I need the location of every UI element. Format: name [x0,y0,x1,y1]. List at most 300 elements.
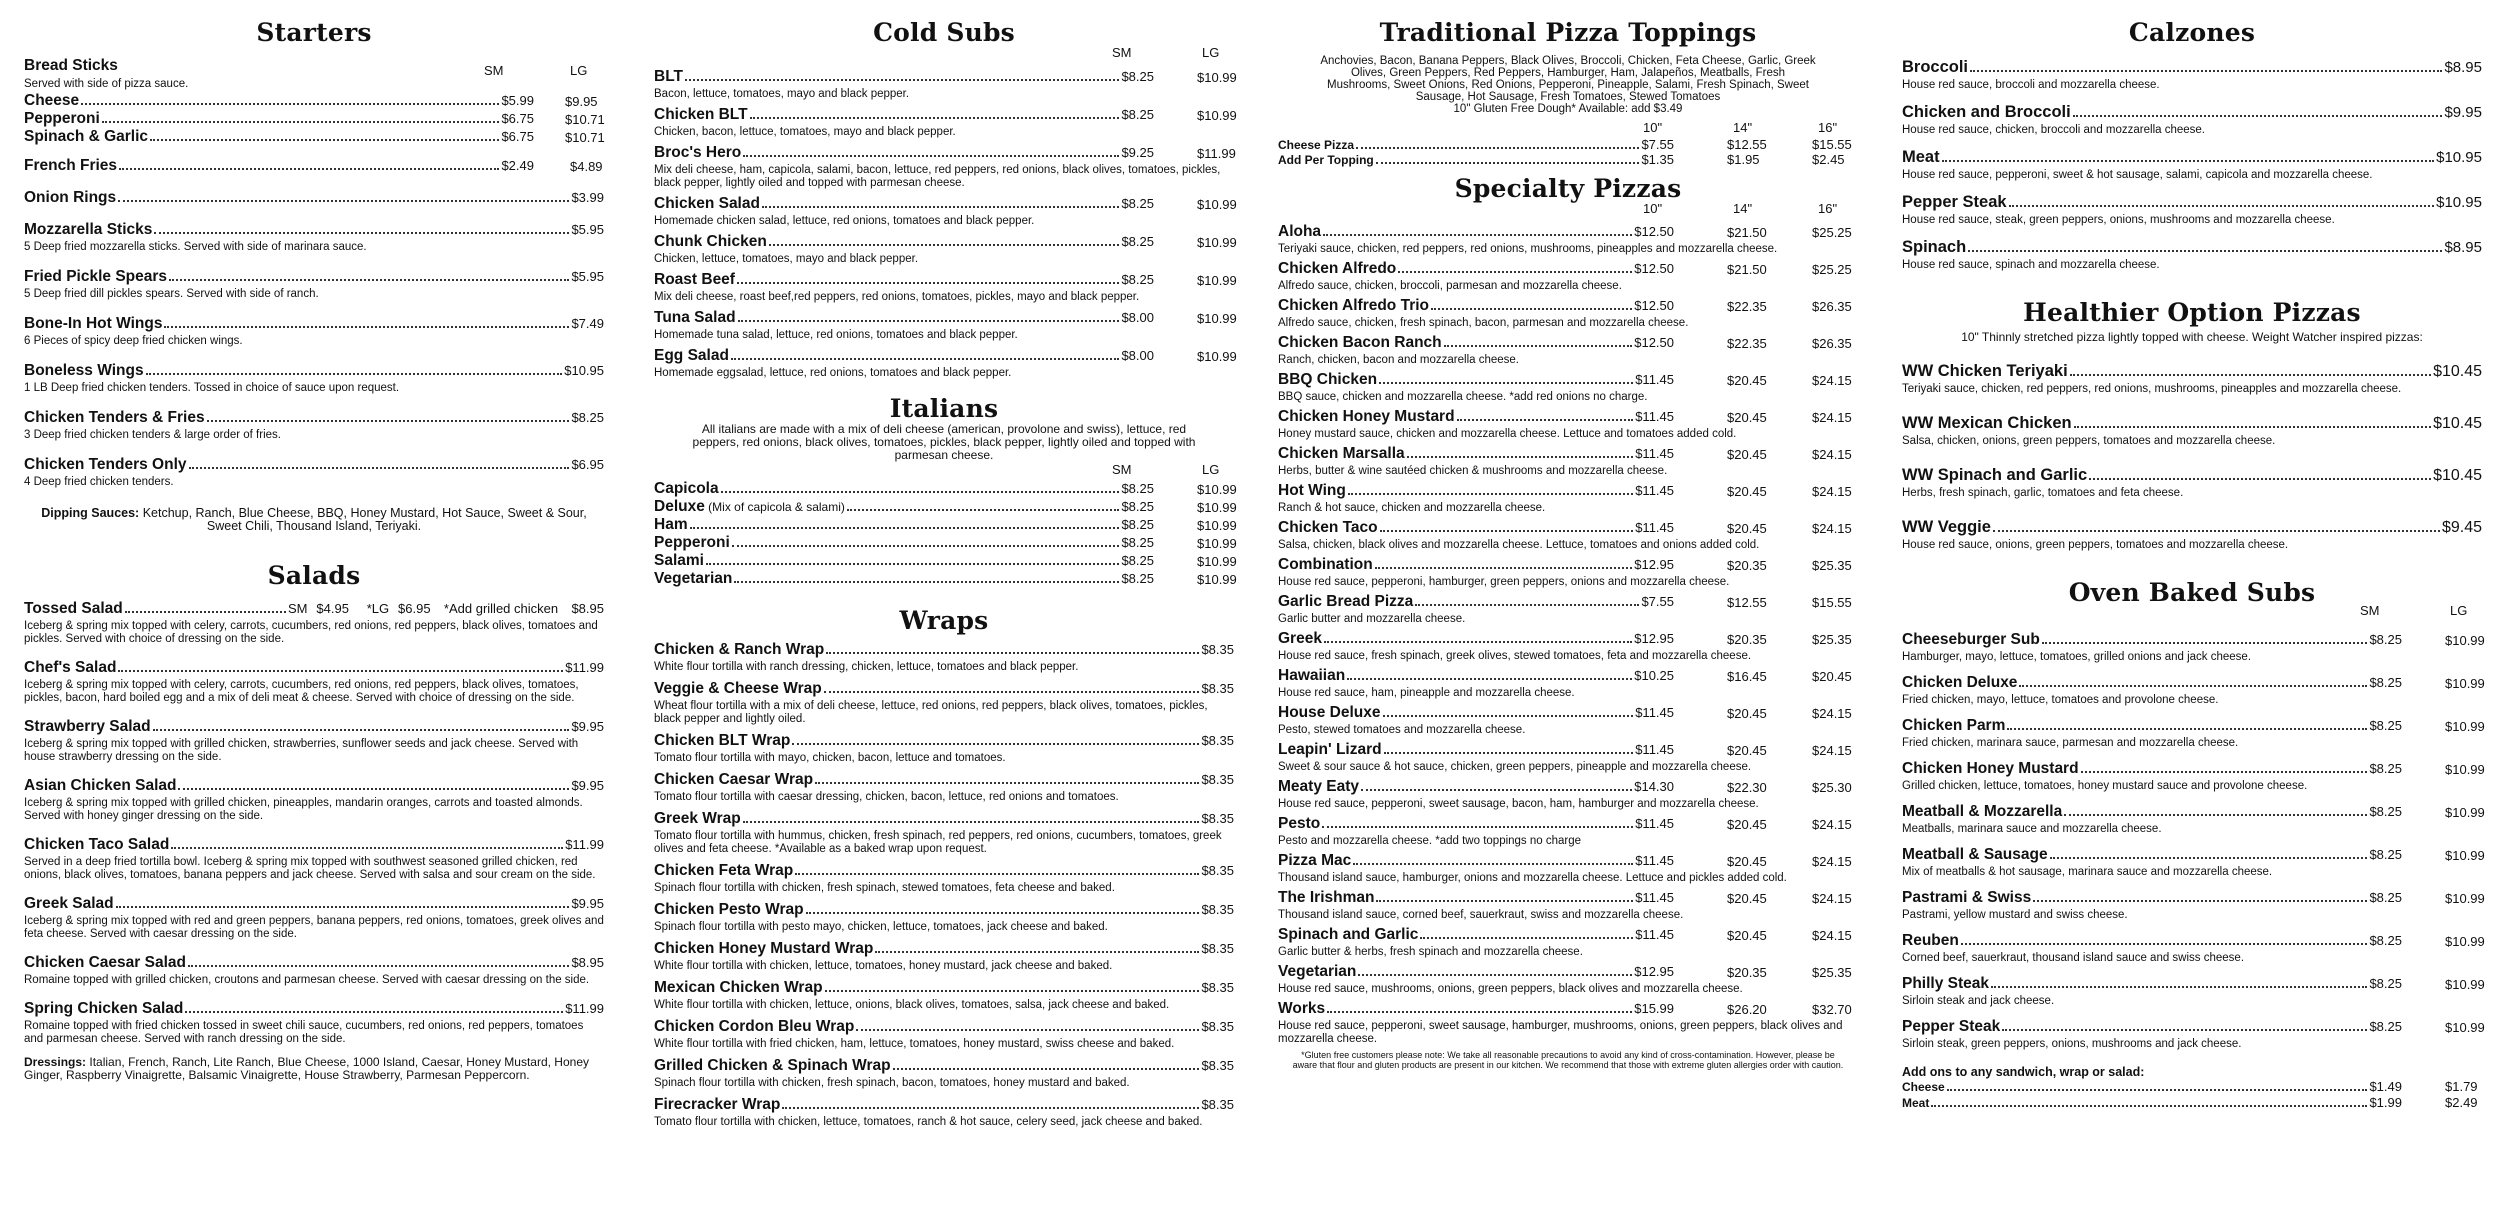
bread-sticks-name: Bread Sticks [24,57,118,74]
price-16: $25.25 [1812,262,1852,277]
menu-item [1278,223,1858,256]
price-sm: $6.75 [501,129,534,144]
menu-item-row [1278,889,1674,907]
item-description: Tomato flour tortilla with caesar dressing, chicken, bacon, lettuce, red onions and tomatoes. [654,791,1119,803]
item-name: Mexican Chicken Wrap [654,979,823,996]
menu-item [24,954,604,987]
menu-item [654,641,1234,674]
dot-leader [1942,160,2435,162]
specialty-title: Specialty Pizzas [1454,174,1682,203]
menu-item [654,144,1234,190]
menu-item [1278,1000,1858,1046]
item-name: Spinach & Garlic [24,128,149,145]
cold-subs-title: Cold Subs [873,18,1015,47]
item-description: Pesto, stewed tomatoes and mozzarella cheese. [1278,724,1526,736]
dot-leader [825,990,1200,992]
menu-item [1902,803,2485,836]
item-name: Chicken Honey Mustard [1278,408,1455,425]
price-sm: $1.99 [2369,1095,2402,1110]
size-10: 10" [1643,201,1663,216]
menu-item [24,777,604,823]
menu-item-row [24,456,604,474]
price-10: $11.45 [1635,409,1674,424]
menu-item [24,836,604,882]
item-description: BBQ sauce, chicken and mozzarella cheese. *add red onions no charge. [1278,391,1648,403]
menu-item-row [1278,519,1674,537]
menu-item-row [24,315,604,333]
menu-item-row [1278,630,1674,648]
price-lg: $10.99 [1197,235,1237,250]
item-price: $8.35 [1201,772,1234,787]
item-description: Romaine topped with grilled chicken, croutons and parmesan cheese. Served with caesar dressing on the side. [24,974,590,986]
menu-item-row [1902,193,2482,212]
item-description: House red sauce, steak, green peppers, onions, mushrooms and mozzarella cheese. [1902,214,2335,226]
price-10: $11.45 [1635,927,1674,942]
price-lg: $10.99 [1197,536,1237,551]
price-10: $10.25 [1634,668,1674,683]
menu-item [1902,674,2485,707]
menu-item-row [1278,1000,1674,1018]
dot-leader [1993,530,2440,532]
price-lg: $2.49 [2445,1095,2478,1110]
menu-item [1278,889,1858,922]
menu-item-row [24,128,534,146]
item-description: 5 Deep fried dill pickles spears. Served with side of ranch. [24,288,319,300]
price-14: $22.35 [1727,299,1767,314]
price-16: $25.30 [1812,780,1852,795]
price-16: $32.70 [1812,1002,1852,1017]
dot-leader [1444,345,1633,347]
item-description: Tomato flour tortilla with mayo, chicken, bacon, lettuce and tomatoes. [654,752,1006,764]
item-name: Chicken Tenders Only [24,456,187,473]
dot-leader [782,1107,1199,1109]
menu-item-row [24,718,604,736]
item-price: $8.25 [571,410,604,425]
dot-leader [1361,789,1632,791]
menu-item [1902,238,2482,272]
menu-item-row [654,862,1234,880]
item-price: $11.99 [565,837,604,852]
item-description: 1 LB Deep fried chicken tenders. Tossed in choice of sauce upon request. [24,382,400,394]
menu-item-row [654,1018,1234,1036]
dot-leader [1379,382,1633,384]
menu-item [24,268,604,301]
price-sm: $8.25 [1121,107,1154,122]
wraps-title: Wraps [899,606,989,635]
menu-item-row [1902,803,2402,821]
item-name: Asian Chicken Salad [24,777,177,794]
price-16: $15.55 [1812,595,1852,610]
menu-item-row [654,144,1154,162]
price-14: $20.35 [1727,558,1767,573]
dot-leader [732,545,1120,547]
bread-sticks-desc: Served with side of pizza sauce. [24,78,189,90]
item-description: Chicken, lettuce, tomatoes, mayo and black pepper. [654,253,919,265]
price-10: $12.50 [1634,298,1674,313]
dot-leader [1327,1011,1632,1013]
menu-item [654,516,1237,534]
menu-item-row [1278,334,1674,352]
bread-stick-row [24,92,604,110]
item-description: House red sauce, broccoli and mozzarella cheese. [1902,79,2160,91]
dot-leader [1431,308,1632,310]
dot-leader [1970,70,2442,72]
item-description: House red sauce, ham, pineapple and mozzarella cheese. [1278,687,1575,699]
dot-leader [1457,419,1634,421]
price-sm: $8.25 [1121,571,1154,586]
toppings-size-header [1278,120,1858,138]
oven-subs-title: Oven Baked Subs [2068,578,2316,607]
dot-leader [875,951,1199,953]
menu-item-row [1278,815,1674,833]
item-description: House red sauce, pepperoni, sweet sausage, hamburger, mushrooms, onions, green peppers, black olives and mozzarella cheese. [1278,1020,1843,1045]
menu-item-row [1278,445,1674,463]
dot-leader [2074,426,2431,428]
starters-title: Starters [256,18,372,47]
size-14: 14" [1733,201,1753,216]
dot-leader [2050,857,2368,859]
item-name: Spinach and Garlic [1278,926,1419,943]
sm-label: SM [2360,603,2380,618]
menu-item [654,979,1234,1012]
price-sm: $8.25 [1121,535,1154,550]
item-description: 4 Deep fried chicken tenders. [24,476,174,488]
item-price: $11.99 [565,1001,604,1016]
menu-item [1902,58,2482,92]
price-16: $24.15 [1812,484,1852,499]
menu-item [654,233,1237,266]
column-1 [24,0,604,1210]
item-name: Vegetarian [1278,963,1357,980]
dot-leader [737,282,1119,284]
price-lg: $9.95 [565,94,598,109]
price-lg: $10.99 [2445,805,2485,820]
dot-leader [1415,604,1639,606]
price-lg: $10.99 [1197,349,1237,364]
dot-leader [685,79,1119,81]
item-name: Pepper Steak [1902,1018,2001,1035]
menu-item-row [24,777,604,795]
item-name: Bone-In Hot Wings [24,315,163,332]
dipping-text: Ketchup, Ranch, Blue Cheese, BBQ, Honey Mustard, Hot Sauce, Sweet & Sour, Sweet Chili, Thousand Island, Teriyaki. [142,506,587,533]
topping-price-row [1278,152,1858,168]
item-name: Chicken Bacon Ranch [1278,334,1442,351]
item-description: Teriyaki sauce, chicken, red peppers, red onions, mushrooms, pineapples and mozzarella cheese. [1902,383,2402,395]
menu-item [1278,630,1858,663]
sm-label: SM [1112,45,1132,60]
menu-item-row [24,157,534,175]
menu-item [654,901,1234,934]
price-14: $22.30 [1727,780,1767,795]
item-price: $9.95 [571,719,604,734]
item-description: House red sauce, pepperoni, sweet & hot sausage, salami, capicola and mozzarella cheese. [1902,169,2373,181]
price-10: $12.50 [1634,261,1674,276]
price-sm: $8.25 [2369,675,2402,690]
item-name: Hawaiian [1278,667,1346,684]
item-name: Chicken Alfredo Trio [1278,297,1430,314]
dot-leader [116,906,570,908]
price-14: $20.45 [1727,854,1767,869]
menu-item-row [654,1096,1234,1114]
item-price: $9.95 [2444,104,2482,121]
price-16: $26.35 [1812,336,1852,351]
oven-subs-list [1902,631,2485,1051]
item-price: $6.95 [571,457,604,472]
italians-list [654,480,1237,588]
menu-item [24,659,604,705]
menu-item [1278,260,1858,293]
price-14: $20.45 [1727,410,1767,425]
item-price: $9.95 [571,778,604,793]
price-10: $12.50 [1634,335,1674,350]
item-description: Mix of meatballs & hot sausage, marinara sauce and mozzarella cheese. [1902,866,2273,878]
item-description: Iceberg & spring mix topped with grilled chicken, pineapples, mandarin oranges, carrots and toasted almonds. Served with honey ginger dressing on the side. [24,797,583,822]
item-description: White flour tortilla with chicken, lettuce, tomatoes, honey mustard, jack cheese and baked. [654,960,1113,972]
dot-leader [1376,162,1640,164]
salads-title: Salads [267,561,361,590]
price-14: $20.45 [1727,484,1767,499]
price-10: $7.55 [1641,594,1674,609]
item-description: Herbs, fresh spinach, garlic, tomatoes and feta cheese. [1902,487,2184,499]
menu-item-row [1278,704,1674,722]
price-10: $11.45 [1635,890,1674,905]
dot-leader [188,965,569,967]
tossed-addon-price: $8.95 [571,601,604,616]
price-lg: $10.99 [1197,482,1237,497]
item-name: Pizza Mac [1278,852,1352,869]
item-name: WW Mexican Chicken [1902,414,2072,432]
item-name: Combination [1278,556,1373,573]
item-name: Chicken Marsalla [1278,445,1405,462]
price-14: $20.45 [1727,891,1767,906]
menu-item [1902,975,2485,1008]
toppings-title: Traditional Pizza Toppings [1379,18,1757,47]
price-16: $24.15 [1812,817,1852,832]
dot-leader [1384,752,1634,754]
menu-item [24,409,604,442]
item-price: $8.35 [1201,681,1234,696]
menu-item [1902,518,2482,552]
price-sm: $2.49 [501,158,534,173]
price-sm: $8.25 [1121,517,1154,532]
item-description: Salsa, chicken, onions, green peppers, tomatoes and mozzarella cheese. [1902,435,2276,447]
item-description: House red sauce, mushrooms, onions, green peppers, black olives and mozzarella cheese. [1278,983,1743,995]
item-price: $8.95 [2444,239,2482,256]
item-name: The Irishman [1278,889,1375,906]
item-description: Corned beef, sauerkraut, thousand island sauce and swiss cheese. [1902,952,2245,964]
menu-item-row [1902,975,2402,993]
menu-item [1278,593,1858,626]
price-14: $20.45 [1727,447,1767,462]
menu-item [654,498,1237,516]
price-10: $11.45 [1635,742,1674,757]
price-16: $24.15 [1812,854,1852,869]
price-10: $12.50 [1634,224,1674,239]
item-name: Garlic Bread Pizza [1278,593,1414,610]
price-sm: $8.25 [2369,847,2402,862]
tossed-sm-price: $4.95 [316,601,349,616]
healthier-list [1902,362,2482,552]
dot-leader [118,200,569,202]
menu-item [654,347,1237,380]
gluten-free-note: 10" Gluten Free Dough* Available: add $3.49 [1453,103,1683,115]
item-description: Pesto and mozzarella cheese. *add two toppings no charge [1278,835,1582,847]
dot-leader [792,743,1199,745]
menu-item-row [1278,260,1674,278]
menu-item [24,315,604,348]
dot-leader [1968,250,2442,252]
item-name: Leapin' Lizard [1278,741,1382,758]
item-name: Broccoli [1902,58,1969,76]
item-description: House red sauce, onions, green peppers, tomatoes and mozzarella cheese. [1902,539,2289,551]
menu-item-row [654,534,1154,552]
item-description: Alfredo sauce, chicken, broccoli, parmesan and mozzarella cheese. [1278,280,1622,292]
dot-leader [721,491,1120,493]
dot-leader [1347,678,1632,680]
dot-leader [2070,374,2431,376]
dot-leader [731,358,1120,360]
item-description: Ranch & hot sauce, chicken and mozzarella cheese. [1278,502,1546,514]
menu-item-row [654,680,1234,698]
menu-item [1278,482,1858,515]
menu-item [1278,741,1858,774]
sm-label: SM [484,63,504,78]
menu-item [1902,193,2482,227]
item-description: Salsa, chicken, black olives and mozzarella cheese. Lettuce, tomatoes and onions added cold. [1278,539,1760,551]
price-14: $12.55 [1727,595,1767,610]
menu-item-row [1278,741,1674,759]
menu-item-row [24,268,604,286]
item-price: $10.95 [2436,194,2482,211]
menu-item-row [654,347,1154,365]
price-10: $11.45 [1635,372,1674,387]
item-description: Meatballs, marinara sauce and mozzarella cheese. [1902,823,2162,835]
menu-item [654,1096,1234,1129]
item-price: $8.35 [1201,1097,1234,1112]
menu-item-row [654,979,1234,997]
menu-item [24,362,604,395]
dot-leader [826,652,1199,654]
price-sm: $8.25 [1121,196,1154,211]
dot-leader [171,847,563,849]
item-description: House red sauce, pepperoni, sweet sausage, bacon, ham, hamburger and mozzarella cheese. [1278,798,1759,810]
addon-row [1902,1079,2482,1095]
menu-item [1278,519,1858,552]
item-description: Sirloin steak, green peppers, onions, mushrooms and jack cheese. [1902,1038,2242,1050]
size-16: 16" [1818,120,1838,135]
menu-item [654,1018,1234,1051]
dot-leader [806,912,1200,914]
menu-item-row [1902,148,2482,167]
price-lg: $10.99 [2445,891,2485,906]
price-16: $25.35 [1812,632,1852,647]
item-price: $8.35 [1201,811,1234,826]
menu-item [1902,846,2485,879]
dot-leader [154,232,569,234]
item-price: $8.35 [1201,1058,1234,1073]
price-14: $22.35 [1727,336,1767,351]
price-lg: $10.71 [565,112,605,127]
item-name: Pepperoni [24,110,100,127]
menu-item-row [1902,58,2482,77]
price-sm: $8.25 [1121,553,1154,568]
price-lg: $10.99 [2445,633,2485,648]
tossed-salad-item [24,600,604,646]
price-lg: $10.99 [2445,676,2485,691]
dot-leader [1324,641,1632,643]
menu-item [1278,852,1858,885]
item-description: Herbs, butter & wine sautéed chicken & mushrooms and mozzarella cheese. [1278,465,1668,477]
item-description: Iceberg & spring mix topped with grilled chicken, strawberries, sunflower seeds and jack cheese. Served with house strawberry dressing on the side. [24,738,579,763]
price-16: $24.15 [1812,928,1852,943]
tossed-sm-label: SM [288,601,308,616]
item-name: Chicken and Broccoli [1902,103,2071,121]
item-price: $10.95 [564,363,604,378]
item-name: Egg Salad [654,347,729,364]
item-description: Mix deli cheese, ham, capicola, salami, bacon, lettuce, red peppers, red onions, black olives, tomatoes, pickles, black pepper, lightly oiled and topped with parmesan cheese. [654,164,1221,189]
price-10: $11.45 [1635,853,1674,868]
price-16: $24.15 [1812,521,1852,536]
dot-leader [2081,771,2368,773]
price-lg: $10.99 [2445,762,2485,777]
item-name: Greek Wrap [654,810,741,827]
item-name: Tuna Salad [654,309,736,326]
tossed-lg-price: $6.95 [398,601,431,616]
item-description: Chicken, bacon, lettuce, tomatoes, mayo and black pepper. [654,126,956,138]
item-name: Greek Salad [24,895,114,912]
price-16: $2.45 [1812,152,1845,167]
italians-size-header [654,462,1234,480]
item-price: $8.35 [1201,1019,1234,1034]
item-description: Teriyaki sauce, chicken, red peppers, red onions, mushrooms, pineapples and mozzarella cheese. [1278,243,1778,255]
menu-item-row [654,106,1154,124]
menu-item-row [24,954,604,972]
item-name: House Deluxe [1278,704,1381,721]
menu-item-row [654,1057,1234,1075]
addons-list [1902,1079,2482,1111]
item-price: $10.45 [2433,467,2482,484]
item-description: Served in a deep fried tortilla bowl. Iceberg & spring mix topped with southwest seasoned grilled chicken, red onions, black olives, tomatoes, banana peppers and jack cheese. Served with salsa and sour cream on the side. [24,856,596,881]
price-sm: $8.25 [2369,718,2402,733]
menu-item [654,732,1234,765]
item-name: Deluxe [654,498,705,515]
dipping-label: Dipping Sauces: [41,506,140,520]
item-price: $5.95 [571,222,604,237]
dot-leader [207,420,570,422]
item-name: Mozzarella Sticks [24,221,153,238]
item-description: Romaine topped with fried chicken tossed in sweet chili sauce, cucumbers, red onions, red peppers, tomatoes and parmesan cheese. Served with ranch dressing on the side. [24,1020,584,1045]
menu-item [1278,297,1858,330]
price-16: $24.15 [1812,891,1852,906]
item-price: $8.35 [1201,902,1234,917]
item-description: Grilled chicken, lettuce, tomatoes, honey mustard sauce and provolone cheese. [1902,780,2308,792]
dot-leader [1991,986,2367,988]
price-lg: $4.89 [570,159,603,174]
item-name: Chicken Deluxe [1902,674,2018,691]
item-name: Onion Rings [24,189,117,206]
dot-leader [169,279,569,281]
item-name: Boneless Wings [24,362,144,379]
item-price: $10.95 [2436,149,2482,166]
item-name: Chicken Tenders & Fries [24,409,205,426]
item-name: Chicken Caesar Salad [24,954,186,971]
price-sm: $1.49 [2369,1079,2402,1094]
item-description: Garlic butter and mozzarella cheese. [1278,613,1466,625]
price-14: $21.50 [1727,262,1767,277]
item-price: $9.45 [2441,519,2482,536]
cold-subs-size-header [654,45,1234,63]
menu-item-row [654,309,1154,327]
